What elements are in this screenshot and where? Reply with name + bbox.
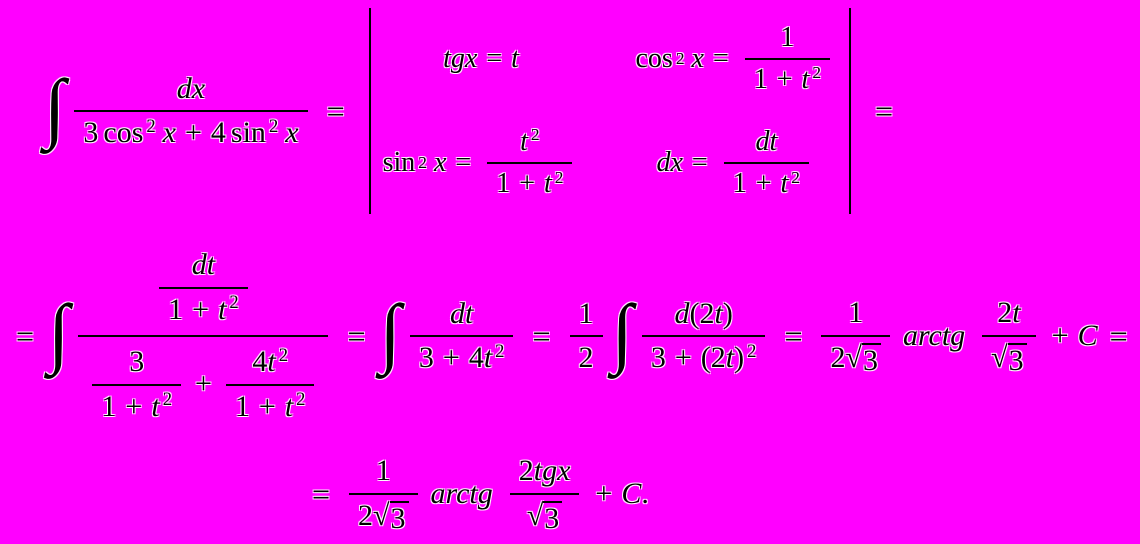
denominator [821,337,889,376]
plus-sign: + [442,341,460,374]
var-x: x [691,42,704,74]
left-paren: ( [689,296,700,330]
cos-function: cos [635,42,673,74]
fraction [226,345,315,424]
square-root [991,340,1026,377]
argument-fraction [510,454,580,534]
equation-line-3 [300,448,649,540]
exponent-2: 2 [747,340,757,362]
arctg-function: arctg [430,477,493,510]
equals-sign: = [691,147,708,179]
numerator [487,126,572,164]
integral-sign: ∫ [44,63,66,150]
num-2: 2 [710,341,726,374]
denominator [78,337,328,426]
denominator [982,337,1035,376]
cos-function: cos [103,116,144,149]
fraction [642,297,766,376]
plus-sign: + [194,367,212,401]
var-t: t [284,389,294,423]
numerator: dt [724,126,809,164]
numerator [982,296,1035,337]
square-root [373,498,408,535]
fraction [487,126,572,200]
radical-sign: √ [373,498,390,532]
radical-sign: √ [991,340,1008,374]
num-3: 3 [650,341,666,374]
numerator [78,246,328,337]
var-t: t [483,341,493,374]
equation-line-1 [42,2,905,220]
equals-sign: = [712,42,729,74]
equals-sign: = [1109,317,1128,354]
exponent-2: 2 [812,63,821,83]
var-t: t [218,292,227,326]
square-root [526,498,562,535]
exponent-2: 2 [296,389,306,411]
var-t: t [544,168,552,200]
plus-sign: + [595,477,613,510]
denominator [226,386,315,425]
equals-sign: = [486,42,503,74]
tgx-label: tgx [443,42,478,74]
equals-sign: = [455,147,472,179]
var-t: t [151,389,160,423]
period: . [641,477,649,510]
exponent-2: 2 [495,340,505,362]
exponent-2: 2 [791,167,800,187]
right-paren: ) [734,341,745,374]
coefficient-fraction [821,296,889,376]
denominator [642,337,766,376]
var-x: x [162,116,176,149]
num-2: 2 [518,454,534,488]
numerator: 1 [821,296,889,337]
denominator [92,386,181,425]
radicand-3: 3 [390,501,409,534]
numerator: 1 [570,297,603,338]
fraction [159,248,248,327]
coefficient-4: 4 [252,345,268,378]
plus-sign: + [125,389,143,423]
numerator: dx [74,72,307,113]
equals-sign: = [875,92,894,129]
equals-sign: = [784,317,803,354]
compound-fraction [78,246,328,426]
plus-sign: + [674,341,692,374]
denominator: 2 [578,341,594,374]
fraction [92,345,181,424]
var-t: t [1012,296,1021,330]
arctg-function: arctg [902,319,966,352]
radicand-3: 3 [543,501,562,534]
denominator [745,60,830,96]
numerator: 3 [92,345,181,386]
var-t: t [725,341,735,374]
substitution-tgx [443,43,519,75]
fraction [410,297,514,376]
equals-sign: = [16,317,35,354]
substitution-bracket-left [369,8,371,214]
plus-sign: + [1051,319,1069,352]
var-t: t [520,126,528,157]
exponent-2: 2 [268,115,279,137]
var-t: t [801,63,810,95]
substitution-sin: sin 2 x = $\frac{t ^2}{1 + t ^2}$ [383,126,580,200]
coefficient-3: 3 [83,116,99,149]
denominator [510,495,580,534]
num-1: 1 [234,389,250,423]
num-1: 1 [732,168,747,200]
argument-fraction [982,296,1035,376]
right-paren: ) [722,296,733,330]
num-1: 1 [753,63,768,95]
var-t: t [714,296,723,330]
plus-sign: + [185,116,202,149]
denominator [74,112,307,151]
coefficient-4: 4 [210,116,226,149]
equation-line-2 [4,240,1140,432]
integral-sign: ∫ [611,288,633,375]
substitution-cos: cos 2 x = $\frac{1}{1 + t ^2}$ [635,22,837,96]
square-root [845,340,880,377]
left-paren: ( [700,341,711,374]
coefficient-fraction [349,454,417,534]
plus-sign: + [519,168,536,200]
fraction [745,22,830,96]
tgx-label: tgx [533,454,571,488]
differential-d: d [674,296,690,330]
exponent-2: 2 [229,292,239,314]
numerator: dt [159,248,248,289]
fraction [724,126,809,200]
var-x: x [285,116,299,149]
radicand-3: 3 [1008,343,1027,376]
num-2: 2 [997,296,1013,330]
num-2: 2 [699,296,715,330]
numerator [226,345,315,386]
equals-sign: = [312,475,331,512]
num-1: 1 [101,389,117,423]
denominator [349,495,417,534]
numerator: dt [410,297,514,338]
var-t: t [511,42,519,74]
exponent-2: 2 [146,115,156,137]
denominator [487,164,572,200]
denominator [410,337,514,376]
var-t: t [267,345,276,378]
sin-function: sin [382,147,416,179]
denominator [159,289,248,328]
plus-sign: + [258,389,276,423]
substitution-table [383,22,837,201]
plus-sign: + [776,63,793,95]
numerator: 1 [745,22,830,60]
sin-function: sin [230,116,266,149]
radical-sign: √ [526,498,544,532]
constant-C: C [1077,319,1098,352]
radical-sign: √ [845,340,862,374]
constant-C: C [621,477,642,510]
numerator [510,454,580,495]
denominator [724,164,809,200]
exponent-2: 2 [278,344,288,366]
num-1: 1 [496,168,511,200]
num-3: 3 [418,341,434,374]
integral-sign: ∫ [48,288,70,375]
var-x: x [433,147,447,179]
coefficient-4: 4 [468,341,484,374]
equals-sign: = [532,317,551,354]
plus-sign: + [192,292,210,326]
exponent-2: 2 [162,389,172,411]
substitution-dx [656,126,816,200]
var-t: t [780,168,789,200]
integral-sign: ∫ [379,288,401,375]
num-2: 2 [830,340,846,374]
radicand-3: 3 [862,343,881,376]
exponent-2: 2 [554,167,564,187]
dx-label: dx [656,147,683,179]
numerator: 1 [349,454,417,495]
substitution-bracket-right [849,8,851,214]
plus-sign: + [755,168,772,200]
lhs-fraction [74,72,307,151]
num-1: 1 [168,292,184,326]
equals-sign: = [326,92,345,129]
exponent-2: 2 [530,125,540,145]
one-half-fraction [570,297,603,376]
num-2: 2 [358,498,374,532]
numerator [642,297,766,338]
equals-sign: = [347,317,366,354]
